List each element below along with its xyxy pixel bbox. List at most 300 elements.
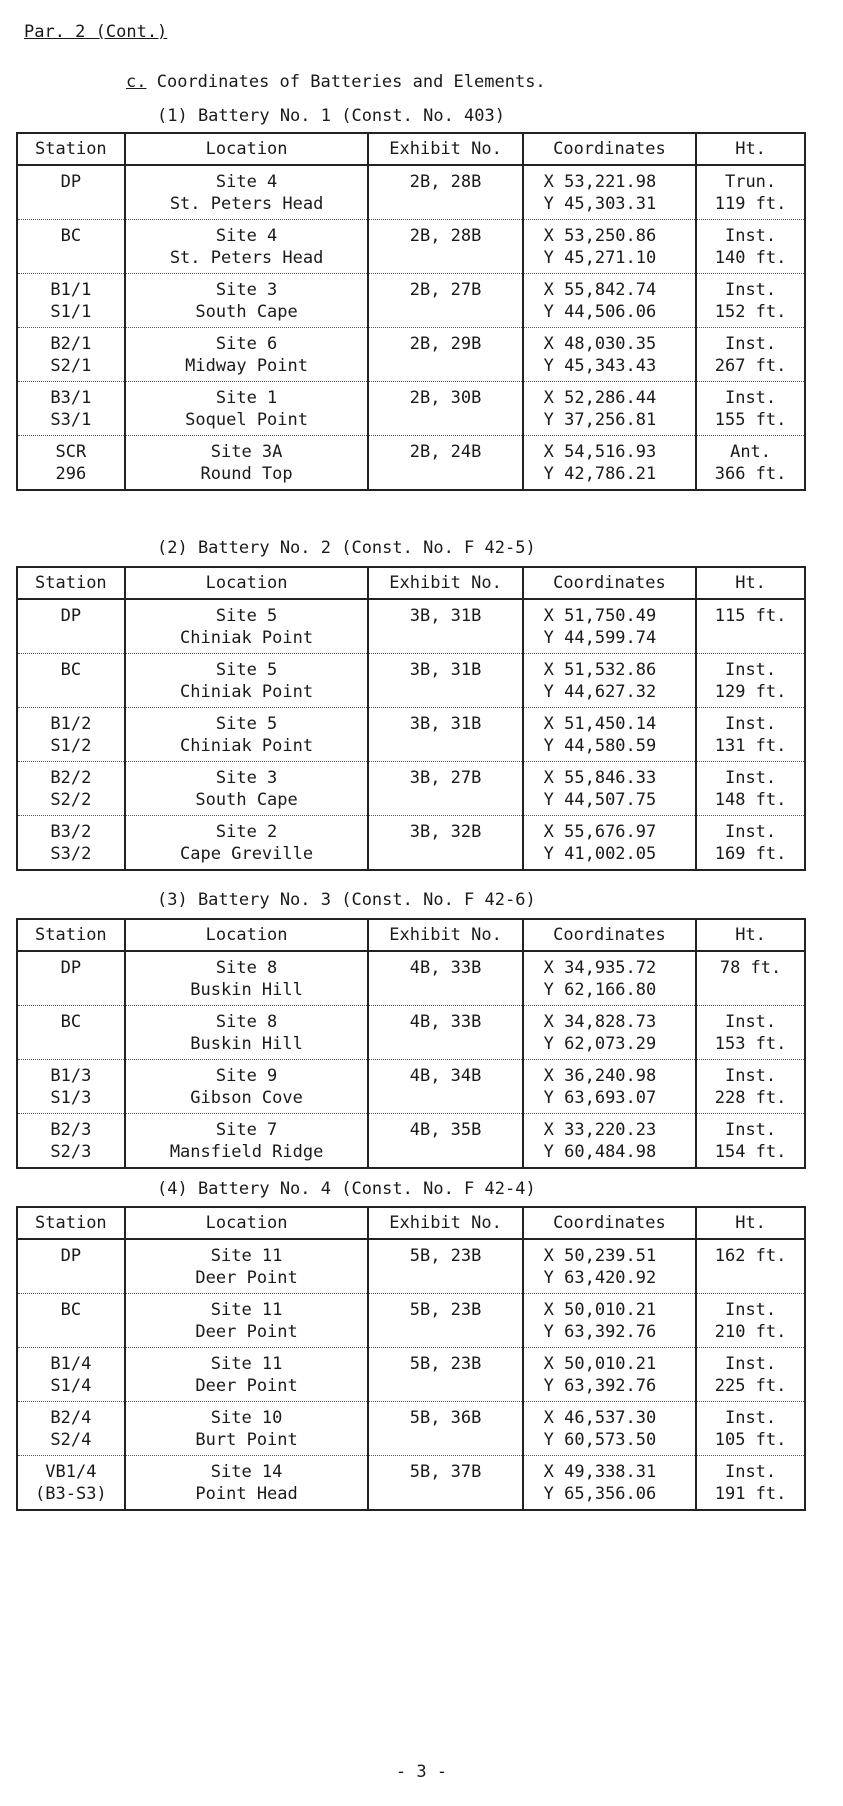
cell-height-line: Inst.: [724, 1300, 777, 1320]
cell-coordinates-line: Y 65,356.06: [543, 1484, 657, 1504]
cell-station: [17, 1456, 125, 1511]
cell-exhibit-line: 5B, 23B: [409, 1246, 482, 1266]
cell-location-line: Site 5: [215, 660, 278, 680]
cell-coordinates-line: X 55,842.74: [543, 280, 657, 300]
cell-height-line: Inst.: [724, 1066, 777, 1086]
cell-location-line: Site 5: [215, 606, 278, 626]
cell-height: [696, 951, 805, 1006]
cell-station-line: [18, 979, 124, 1001]
cell-coordinates-line: X 51,532.86: [543, 660, 657, 680]
cell-location: [125, 274, 369, 328]
cell-location-line: Round Top: [200, 464, 293, 484]
cell-station-line: SCR: [55, 442, 87, 462]
table-row: [17, 382, 805, 436]
coordinates-table: [16, 1206, 806, 1511]
table-header-row: [17, 1207, 805, 1239]
cell-height-line: 115 ft.: [714, 606, 787, 626]
cell-location-line: St. Peters Head: [169, 194, 324, 214]
cell-coordinates: [523, 1294, 696, 1348]
cell-station: [17, 165, 125, 220]
cell-location-line: South Cape: [195, 790, 298, 810]
section-letter: c.: [126, 72, 147, 92]
table-row: [17, 220, 805, 274]
cell-coordinates-line: X 51,450.14: [543, 714, 657, 734]
cell-location-line: Site 8: [215, 1012, 278, 1032]
cell-height-line: 105 ft.: [714, 1430, 787, 1450]
cell-station-line: B1/1: [50, 280, 92, 300]
cell-station-line: S1/1: [50, 302, 92, 322]
cell-station: [17, 1402, 125, 1456]
page-number: - 3 -: [395, 1762, 448, 1782]
cell-location-line: Site 4: [215, 172, 278, 192]
cell-location: [125, 762, 369, 816]
cell-coordinates: [523, 599, 696, 654]
cell-station: [17, 1060, 125, 1114]
cell-station-line: BC: [60, 1300, 82, 1320]
cell-coordinates: [523, 220, 696, 274]
cell-height-line: Inst.: [724, 280, 777, 300]
column-header-station: Station: [17, 919, 125, 951]
cell-station-line: DP: [60, 606, 82, 626]
table-2-caption: (2) Battery No. 2 (Const. No. F 42-5): [157, 538, 536, 558]
cell-coordinates-line: Y 41,002.05: [543, 844, 657, 864]
cell-station-line: [18, 1033, 124, 1055]
cell-location-line: St. Peters Head: [169, 248, 324, 268]
coordinates-table: [16, 918, 806, 1169]
cell-station: [17, 220, 125, 274]
cell-coordinates: [523, 654, 696, 708]
cell-station-line: BC: [60, 660, 82, 680]
cell-exhibit-line: 2B, 30B: [409, 388, 482, 408]
table-row: [17, 1239, 805, 1294]
table-row: [17, 1294, 805, 1348]
cell-station: [17, 436, 125, 491]
cell-coordinates-line: Y 63,392.76: [543, 1376, 657, 1396]
table-row: [17, 328, 805, 382]
table-header-row: [17, 133, 805, 165]
cell-height-line: Inst.: [724, 334, 777, 354]
cell-height-line: 154 ft.: [714, 1142, 787, 1162]
cell-coordinates-line: X 53,250.86: [543, 226, 657, 246]
cell-coordinates: [523, 165, 696, 220]
cell-station: [17, 328, 125, 382]
cell-coordinates-line: X 48,030.35: [543, 334, 657, 354]
column-header-height: Ht.: [696, 133, 805, 165]
cell-height-line: 228 ft.: [714, 1088, 787, 1108]
cell-coordinates: [523, 762, 696, 816]
section-title: Coordinates of Batteries and Elements.: [156, 72, 546, 92]
cell-coordinates: [523, 1114, 696, 1169]
table-row: [17, 165, 805, 220]
cell-exhibit: [368, 165, 522, 220]
cell-location-line: Gibson Cove: [190, 1088, 303, 1108]
cell-coordinates-line: Y 60,573.50: [543, 1430, 657, 1450]
cell-height-line: 191 ft.: [714, 1484, 787, 1504]
table-4-caption: (4) Battery No. 4 (Const. No. F 42-4): [157, 1179, 536, 1199]
cell-coordinates-line: X 54,516.93: [543, 442, 657, 462]
cell-height: [696, 1006, 805, 1060]
cell-height-line: Inst.: [724, 822, 777, 842]
cell-station-line: VB1/4: [45, 1462, 97, 1482]
cell-station-line: DP: [60, 1246, 82, 1266]
cell-height-line: Inst.: [724, 714, 777, 734]
cell-station-line: B2/3: [50, 1120, 92, 1140]
cell-height-line: 78 ft.: [719, 958, 782, 978]
cell-coordinates-line: Y 44,506.06: [543, 302, 657, 322]
cell-coordinates: [523, 328, 696, 382]
table-row: [17, 708, 805, 762]
cell-coordinates: [523, 382, 696, 436]
cell-location: [125, 1402, 369, 1456]
cell-coordinates-line: Y 63,420.92: [543, 1268, 657, 1288]
cell-height: [696, 816, 805, 871]
cell-coordinates-line: Y 44,580.59: [543, 736, 657, 756]
cell-height-line: 148 ft.: [714, 790, 787, 810]
cell-exhibit: [368, 1456, 522, 1511]
cell-location-line: Site 2: [215, 822, 278, 842]
cell-location: [125, 436, 369, 491]
cell-location-line: Deer Point: [195, 1268, 298, 1288]
cell-station-line: S2/4: [50, 1430, 92, 1450]
column-header-location: Location: [125, 133, 369, 165]
cell-coordinates-line: X 52,286.44: [543, 388, 657, 408]
column-header-height: Ht.: [696, 1207, 805, 1239]
cell-station-line: B1/4: [50, 1354, 92, 1374]
column-header-coordinates: Coordinates: [523, 567, 696, 599]
cell-height-line: Inst.: [724, 226, 777, 246]
cell-coordinates-line: X 33,220.23: [543, 1120, 657, 1140]
column-header-exhibit: Exhibit No.: [368, 919, 522, 951]
table-row: [17, 274, 805, 328]
cell-exhibit: [368, 762, 522, 816]
cell-exhibit: [368, 1402, 522, 1456]
cell-location: [125, 654, 369, 708]
cell-height-line: Inst.: [724, 388, 777, 408]
cell-height: [696, 599, 805, 654]
cell-station-line: S1/2: [50, 736, 92, 756]
cell-coordinates: [523, 1348, 696, 1402]
cell-location-line: Site 1: [215, 388, 278, 408]
cell-coordinates-line: Y 62,166.80: [543, 980, 657, 1000]
cell-station-line: S2/2: [50, 790, 92, 810]
cell-station-line: B1/3: [50, 1066, 92, 1086]
cell-height: [696, 708, 805, 762]
cell-exhibit: [368, 382, 522, 436]
cell-coordinates: [523, 1060, 696, 1114]
cell-location-line: Mansfield Ridge: [169, 1142, 324, 1162]
table-row: [17, 762, 805, 816]
table-row: [17, 1456, 805, 1511]
cell-coordinates-line: X 49,338.31: [543, 1462, 657, 1482]
coordinates-table: [16, 566, 806, 871]
cell-station-line: S1/3: [50, 1088, 92, 1108]
cell-height-line: Inst.: [724, 1354, 777, 1374]
cell-exhibit-line: 3B, 31B: [409, 606, 482, 626]
cell-station-line: [18, 193, 124, 215]
column-header-station: Station: [17, 567, 125, 599]
cell-height: [696, 1239, 805, 1294]
cell-coordinates-line: Y 44,627.32: [543, 682, 657, 702]
cell-station-line: S3/2: [50, 844, 92, 864]
cell-location: [125, 1239, 369, 1294]
cell-coordinates-line: X 51,750.49: [543, 606, 657, 626]
cell-exhibit: [368, 436, 522, 491]
cell-height: [696, 1402, 805, 1456]
cell-location-line: Chiniak Point: [180, 736, 314, 756]
cell-height-line: 169 ft.: [714, 844, 787, 864]
cell-exhibit: [368, 328, 522, 382]
column-header-location: Location: [125, 1207, 369, 1239]
cell-location-line: Site 8: [215, 958, 278, 978]
cell-height: [696, 165, 805, 220]
cell-exhibit: [368, 654, 522, 708]
cell-height-line: 129 ft.: [714, 682, 787, 702]
cell-coordinates: [523, 816, 696, 871]
table-row: [17, 1348, 805, 1402]
cell-location-line: Site 11: [210, 1300, 283, 1320]
cell-station: [17, 1006, 125, 1060]
table-row: [17, 1402, 805, 1456]
cell-exhibit-line: 4B, 33B: [409, 1012, 482, 1032]
cell-station-line: B3/1: [50, 388, 92, 408]
cell-location-line: Site 9: [215, 1066, 278, 1086]
cell-height: [696, 1060, 805, 1114]
cell-height-line: Trun.: [724, 172, 777, 192]
table-row: [17, 1006, 805, 1060]
column-header-location: Location: [125, 567, 369, 599]
cell-coordinates-line: Y 45,343.43: [543, 356, 657, 376]
coordinates-table: [16, 132, 806, 491]
section-heading: [126, 72, 546, 92]
cell-coordinates-line: X 34,935.72: [543, 958, 657, 978]
column-header-coordinates: Coordinates: [523, 919, 696, 951]
cell-exhibit-line: 5B, 23B: [409, 1354, 482, 1374]
cell-location-line: Chiniak Point: [180, 682, 314, 702]
battery-table-1: [16, 132, 806, 491]
cell-coordinates-line: Y 45,303.31: [543, 194, 657, 214]
cell-coordinates-line: X 34,828.73: [543, 1012, 657, 1032]
cell-height-line: 155 ft.: [714, 410, 787, 430]
cell-exhibit-line: 5B, 36B: [409, 1408, 482, 1428]
cell-location-line: Site 11: [210, 1354, 283, 1374]
cell-height-line: Inst.: [724, 660, 777, 680]
cell-station-line: 296: [55, 464, 87, 484]
cell-station: [17, 762, 125, 816]
cell-station: [17, 382, 125, 436]
cell-exhibit: [368, 274, 522, 328]
cell-station-line: B2/1: [50, 334, 92, 354]
column-header-exhibit: Exhibit No.: [368, 1207, 522, 1239]
cell-height-line: 152 ft.: [714, 302, 787, 322]
cell-station-line: S1/4: [50, 1376, 92, 1396]
cell-coordinates: [523, 1456, 696, 1511]
table-row: [17, 816, 805, 871]
cell-location: [125, 220, 369, 274]
cell-location-line: Buskin Hill: [190, 1034, 303, 1054]
cell-exhibit: [368, 708, 522, 762]
cell-exhibit-line: 4B, 35B: [409, 1120, 482, 1140]
cell-height-line: 210 ft.: [714, 1322, 787, 1342]
cell-height: [696, 1114, 805, 1169]
cell-exhibit-line: 5B, 37B: [409, 1462, 482, 1482]
cell-station-line: S3/1: [50, 410, 92, 430]
column-header-height: Ht.: [696, 919, 805, 951]
cell-location-line: Burt Point: [195, 1430, 298, 1450]
battery-table-4: [16, 1206, 806, 1511]
column-header-exhibit: Exhibit No.: [368, 567, 522, 599]
cell-station-line: BC: [60, 1012, 82, 1032]
cell-coordinates-line: Y 44,507.75: [543, 790, 657, 810]
cell-station: [17, 1239, 125, 1294]
table-row: [17, 951, 805, 1006]
cell-coordinates: [523, 1006, 696, 1060]
cell-location-line: Site 5: [215, 714, 278, 734]
table-row: [17, 599, 805, 654]
cell-height: [696, 1456, 805, 1511]
cell-location-line: South Cape: [195, 302, 298, 322]
cell-height: [696, 220, 805, 274]
cell-exhibit: [368, 1114, 522, 1169]
cell-height-line: [697, 627, 804, 649]
column-header-coordinates: Coordinates: [523, 133, 696, 165]
cell-height-line: Ant.: [730, 442, 772, 462]
cell-height: [696, 762, 805, 816]
cell-station: [17, 274, 125, 328]
cell-coordinates-line: Y 63,693.07: [543, 1088, 657, 1108]
cell-location-line: Chiniak Point: [180, 628, 314, 648]
cell-height: [696, 274, 805, 328]
cell-coordinates-line: X 50,010.21: [543, 1354, 657, 1374]
cell-coordinates: [523, 708, 696, 762]
cell-coordinates: [523, 1402, 696, 1456]
cell-height-line: 153 ft.: [714, 1034, 787, 1054]
cell-coordinates: [523, 274, 696, 328]
cell-location-line: Deer Point: [195, 1376, 298, 1396]
paragraph-ref: Par. 2 (Cont.): [24, 22, 168, 42]
cell-exhibit: [368, 599, 522, 654]
cell-station-line: B3/2: [50, 822, 92, 842]
cell-location-line: Point Head: [195, 1484, 298, 1504]
cell-location-line: Site 3: [215, 280, 278, 300]
cell-location: [125, 1006, 369, 1060]
cell-coordinates-line: X 55,846.33: [543, 768, 657, 788]
cell-coordinates-line: X 46,537.30: [543, 1408, 657, 1428]
cell-height-line: Inst.: [724, 768, 777, 788]
cell-station: [17, 1114, 125, 1169]
cell-exhibit-line: 3B, 31B: [409, 660, 482, 680]
cell-exhibit: [368, 1294, 522, 1348]
cell-height-line: Inst.: [724, 1462, 777, 1482]
cell-station-line: (B3-S3): [35, 1484, 107, 1504]
cell-height-line: Inst.: [724, 1120, 777, 1140]
cell-location: [125, 599, 369, 654]
cell-height-line: 140 ft.: [714, 248, 787, 268]
cell-station-line: [18, 1267, 124, 1289]
cell-location: [125, 1294, 369, 1348]
cell-location: [125, 382, 369, 436]
cell-coordinates-line: Y 44,599.74: [543, 628, 657, 648]
battery-table-2: [16, 566, 806, 871]
cell-location: [125, 165, 369, 220]
cell-coordinates: [523, 436, 696, 491]
column-header-station: Station: [17, 133, 125, 165]
cell-location-line: Site 3: [215, 768, 278, 788]
cell-station-line: [18, 247, 124, 269]
cell-station-line: DP: [60, 172, 82, 192]
cell-height-line: 225 ft.: [714, 1376, 787, 1396]
cell-coordinates-line: X 36,240.98: [543, 1066, 657, 1086]
cell-station-line: B1/2: [50, 714, 92, 734]
cell-height-line: [697, 1267, 804, 1289]
cell-station: [17, 599, 125, 654]
cell-location-line: Site 11: [210, 1246, 283, 1266]
cell-exhibit-line: 2B, 27B: [409, 280, 482, 300]
cell-exhibit: [368, 1006, 522, 1060]
cell-coordinates-line: Y 42,786.21: [543, 464, 657, 484]
cell-location-line: Deer Point: [195, 1322, 298, 1342]
cell-location-line: Soquel Point: [185, 410, 308, 430]
cell-height: [696, 382, 805, 436]
cell-exhibit-line: 2B, 28B: [409, 226, 482, 246]
cell-location-line: Site 6: [215, 334, 278, 354]
column-header-station: Station: [17, 1207, 125, 1239]
cell-location-line: Site 3A: [210, 442, 283, 462]
cell-coordinates-line: Y 37,256.81: [543, 410, 657, 430]
cell-exhibit: [368, 1239, 522, 1294]
cell-height-line: 366 ft.: [714, 464, 787, 484]
column-header-location: Location: [125, 919, 369, 951]
cell-station-line: [18, 681, 124, 703]
table-row: [17, 654, 805, 708]
cell-location-line: Buskin Hill: [190, 980, 303, 1000]
cell-station: [17, 951, 125, 1006]
cell-station: [17, 654, 125, 708]
cell-height: [696, 1348, 805, 1402]
cell-location-line: Site 10: [210, 1408, 283, 1428]
table-row: [17, 1114, 805, 1169]
cell-station-line: [18, 627, 124, 649]
cell-location: [125, 1348, 369, 1402]
cell-location: [125, 1456, 369, 1511]
cell-location-line: Site 4: [215, 226, 278, 246]
cell-coordinates-line: Y 63,392.76: [543, 1322, 657, 1342]
cell-exhibit-line: 3B, 31B: [409, 714, 482, 734]
cell-coordinates-line: Y 45,271.10: [543, 248, 657, 268]
cell-exhibit-line: 3B, 32B: [409, 822, 482, 842]
table-1-caption: (1) Battery No. 1 (Const. No. 403): [157, 106, 505, 126]
cell-coordinates-line: X 55,676.97: [543, 822, 657, 842]
cell-location: [125, 1060, 369, 1114]
cell-exhibit-line: 4B, 34B: [409, 1066, 482, 1086]
cell-coordinates-line: X 50,010.21: [543, 1300, 657, 1320]
cell-location-line: Cape Greville: [180, 844, 314, 864]
cell-exhibit-line: 2B, 28B: [409, 172, 482, 192]
cell-location: [125, 328, 369, 382]
table-header-row: [17, 567, 805, 599]
cell-location-line: Site 14: [210, 1462, 283, 1482]
cell-height-line: Inst.: [724, 1012, 777, 1032]
cell-station-line: S2/3: [50, 1142, 92, 1162]
cell-location: [125, 816, 369, 871]
cell-height-line: 162 ft.: [714, 1246, 787, 1266]
cell-height-line: Inst.: [724, 1408, 777, 1428]
cell-exhibit-line: 4B, 33B: [409, 958, 482, 978]
table-row: [17, 1060, 805, 1114]
cell-coordinates-line: Y 62,073.29: [543, 1034, 657, 1054]
cell-exhibit-line: 3B, 27B: [409, 768, 482, 788]
cell-exhibit: [368, 951, 522, 1006]
cell-exhibit: [368, 1348, 522, 1402]
